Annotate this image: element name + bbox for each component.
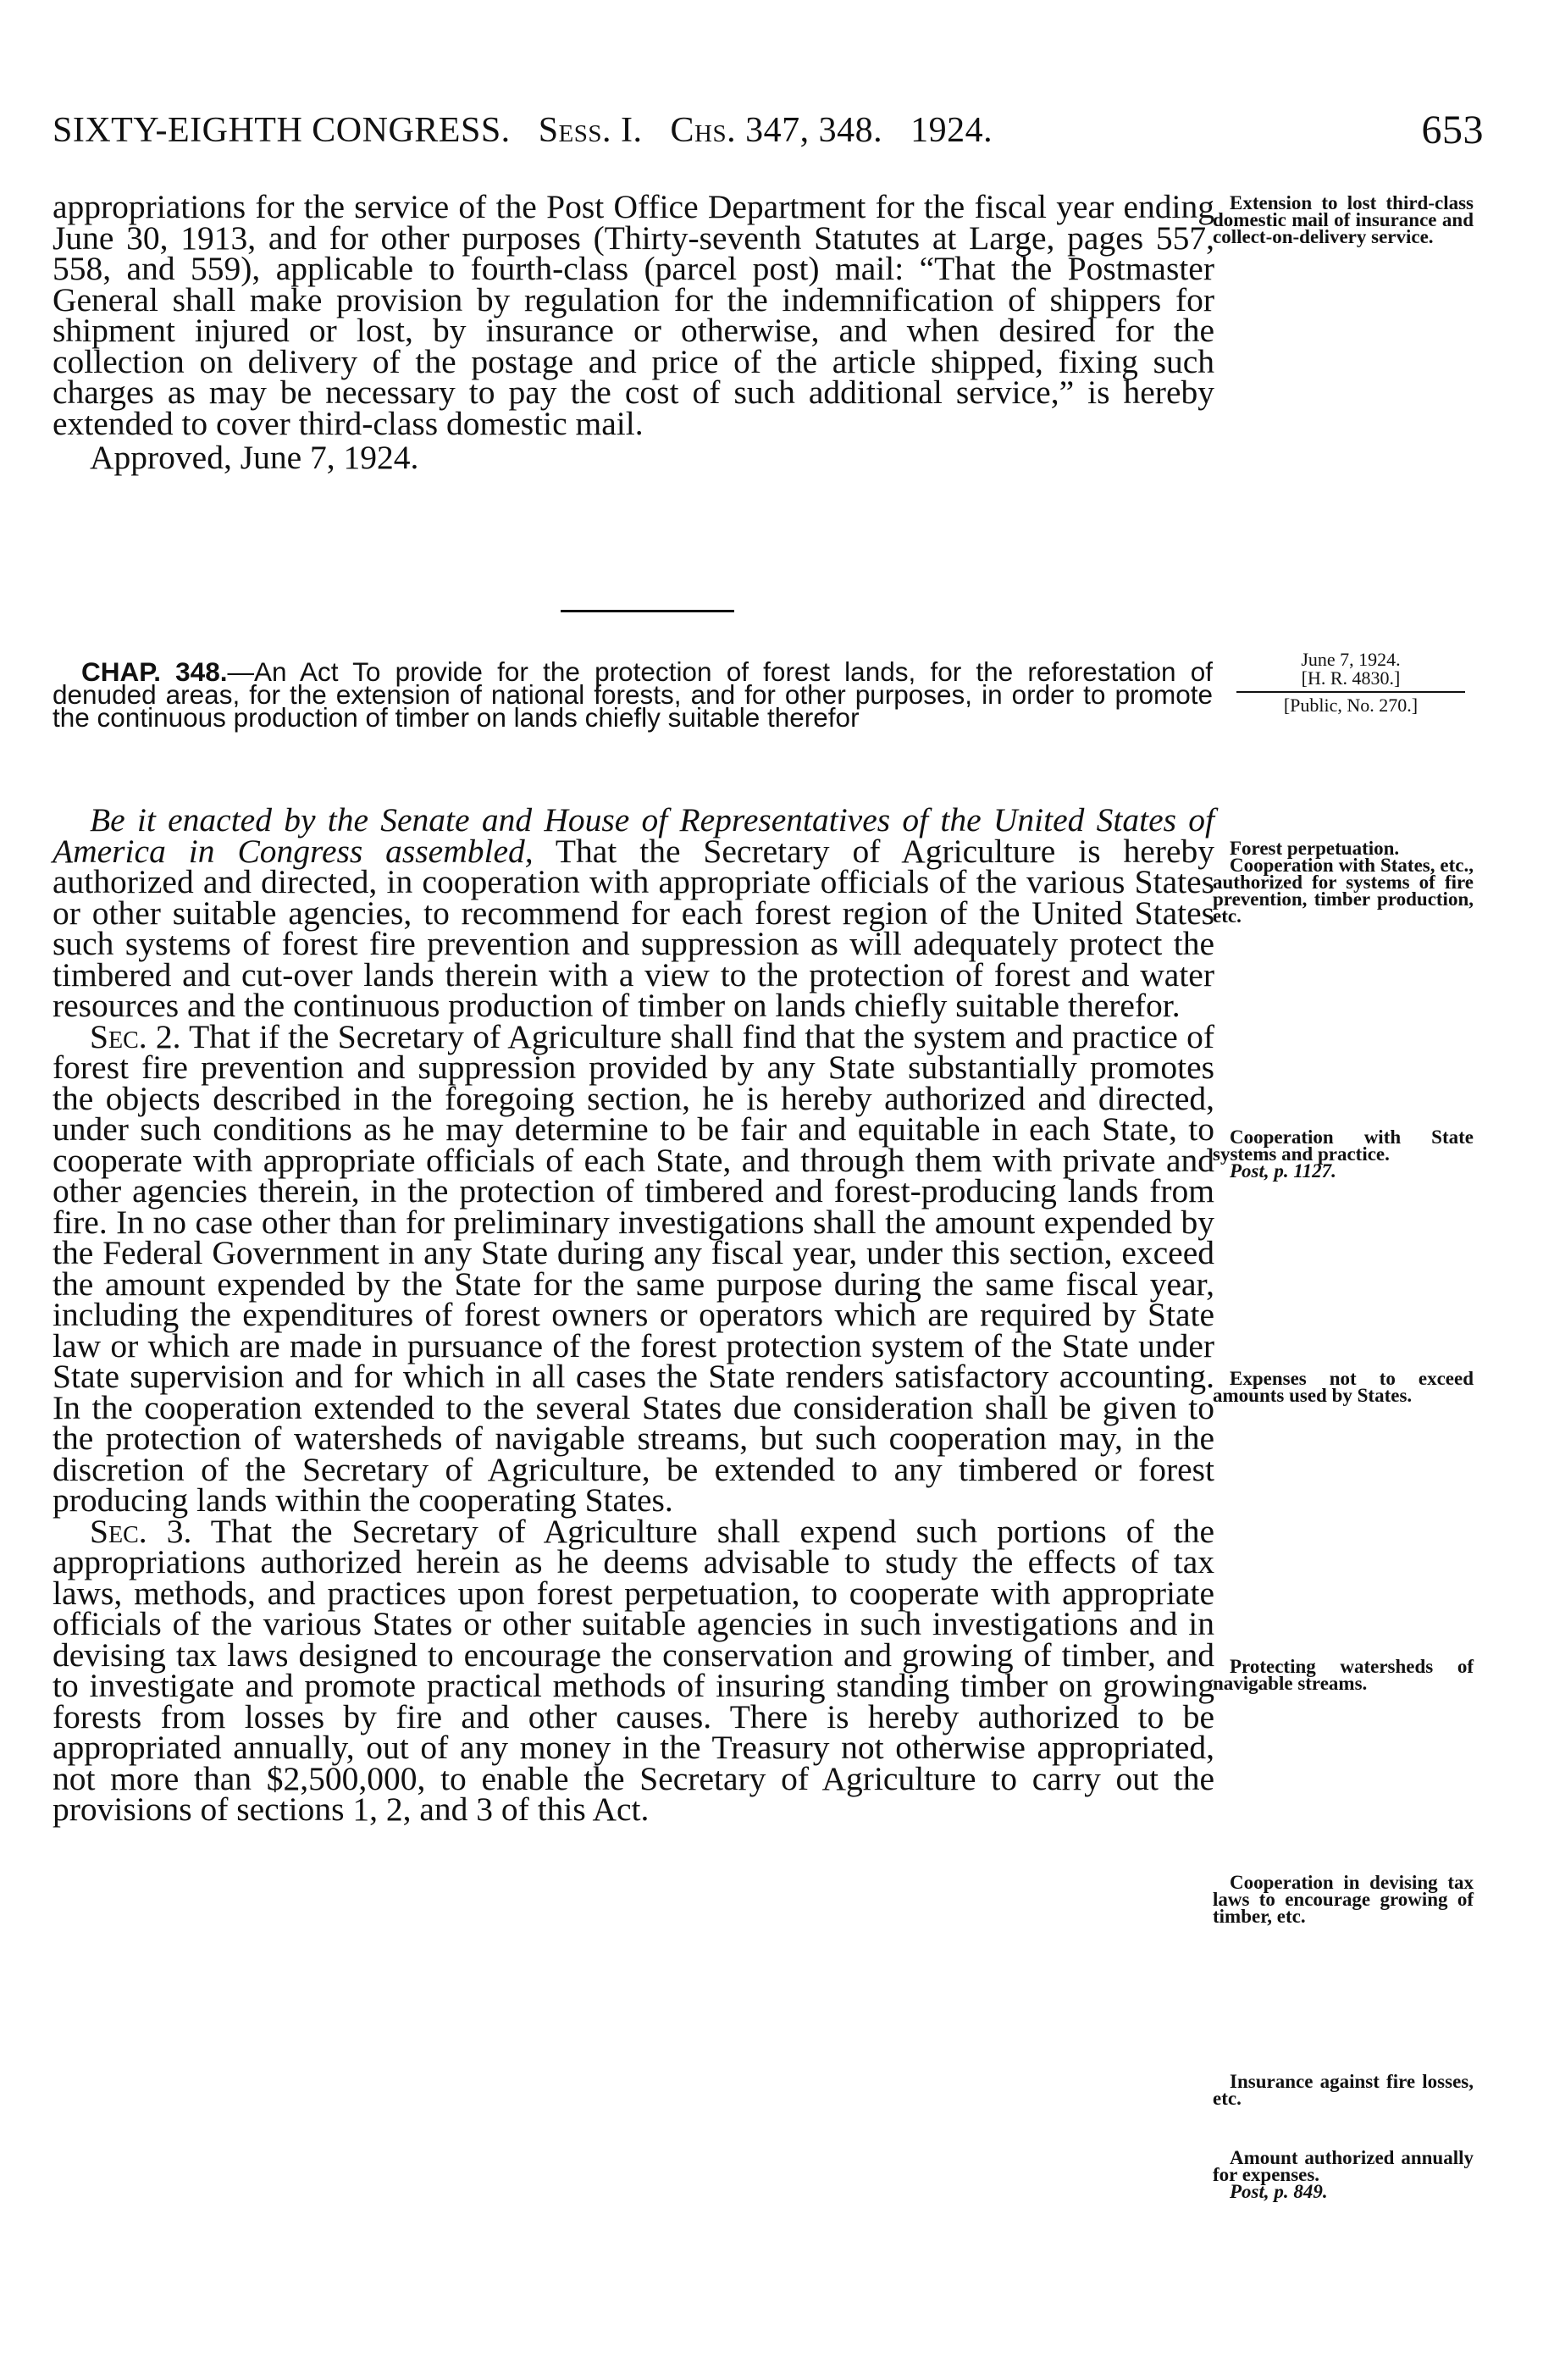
enacting-clause: Be it enacted by the Senate and House of Representatives of the United States of America in Congress assembled, — [53, 801, 1214, 870]
section-1-text: That the Secretary of Agriculture is hereby authorized and directed, in cooperation with appropriate officials of the various States or other suitable agencies, to recommend for each forest region of the United States such systems of forest fire prevention and suppression as will adequately protect the timbered and cut-over lands therein with a view to the protection of forest and water resources and the continuous production of timber on lands chiefly suitable therefor. — [53, 832, 1214, 1024]
congress-title: SIXTY-EIGHTH CONGRESS. — [53, 111, 511, 150]
margin-note-state-systems — [1213, 1126, 1474, 1182]
section-divider — [561, 610, 734, 612]
chap348-heading — [53, 656, 1214, 733]
margin-insurance: Insurance against fire losses, etc. — [1213, 2071, 1474, 2109]
session-label: Sess. I. — [538, 111, 643, 150]
section-3 — [53, 1512, 1214, 1828]
chap-title: —An Act To provide for the protection of forest lands, for the reforestation of denuded areas, for the extension of national forests, and for other purposes, in order to promote the continuous production of timber on lands chiefly suitable therefor — [53, 656, 1214, 733]
chap347-tail — [53, 188, 1214, 476]
meta-divider — [1236, 691, 1465, 693]
margin-note-extension — [1213, 192, 1474, 247]
section-2-label: Sec. 2. — [90, 1017, 181, 1055]
public-law-number: [Public, No. 270.] — [1283, 695, 1419, 716]
section-1 — [53, 801, 1214, 1024]
section-3-label: Sec. 3. — [90, 1512, 192, 1550]
running-head — [53, 110, 993, 151]
chapters-label: Chs. 347, 348. — [670, 111, 883, 150]
margin-tax-laws: Cooperation in devising tax laws to encourage growing of timber, etc. — [1213, 1872, 1474, 1927]
chap-label: CHAP. 348. — [81, 656, 228, 687]
margin-expenses-limit: Expenses not to exceed amounts used by States. — [1213, 1368, 1474, 1406]
margin-cooperation-states: Cooperation with States, etc., authorized for systems of fire prevention, timber production, etc. — [1213, 855, 1474, 927]
margin-note-watersheds — [1213, 1658, 1474, 1692]
page-number: 653 — [1421, 108, 1484, 152]
section-3-text: That the Secretary of Agriculture shall expend such portions of the appropriations authorized herein as he deems advisable to study the effects of tax laws, methods, and practices upon forest perpetuation, to cooperate with appropriate officials of the various States or other suitable agencies in such investigations and in devising tax laws designed to encourage the conservation and growing of timber, and to investigate and promote practical methods of insuring standing timber on growing forests from losses by fire and other causes. There is hereby authorized to be appropriated annually, out of any money in the Treasury not otherwise appropriated, not more than $2,500,000, to enable the Secretary of Agriculture to carry out the provisions of sections 1, 2, and 3 of this Act. — [53, 1512, 1214, 1828]
margin-note-text: Extension to lost third-class domestic mail of insurance and collect-on-delivery service. — [1213, 192, 1474, 247]
year-label: 1924. — [910, 111, 993, 150]
margin-amount-authorized: Amount authorized annually for expenses. — [1213, 2147, 1474, 2185]
enactment-date: June 7, 1924. — [1301, 649, 1401, 670]
margin-post-1127: Post, p. 1127. — [1230, 1160, 1336, 1182]
chap347-text: appropriations for the service of the Post Office Department for the fiscal year ending June 30, 1913, and for other purposes (Thirty-seventh Statutes at Large, pages 557, 558, and 559), applicable to fourth-class (parcel post) mail: “That the Postmaster General shall make provision by regulation for the indemnification of shippers for shipment injured or lost, by insurance or otherwise, and when desired for the collection on delivery of the postage and price of the article shipped, fixing such charges as may be necessary to pay the cost of such additional service,” is hereby extended to cover third-class domestic mail. — [53, 188, 1214, 442]
chap348-meta — [1236, 650, 1465, 715]
margin-watersheds: Protecting watersheds of navigable streams. — [1213, 1656, 1474, 1694]
margin-post-849: Post, p. 849. — [1230, 2181, 1328, 2202]
section-2 — [53, 1017, 1214, 1519]
chap348-body — [53, 801, 1214, 1828]
margin-note-tax-laws — [1213, 1874, 1474, 1925]
margin-note-amount — [1213, 2147, 1474, 2202]
margin-note-insurance — [1213, 2073, 1474, 2107]
margin-forest-perpetuation: Forest perpetuation. — [1230, 838, 1400, 859]
approved-line: Approved, June 7, 1924. — [90, 439, 419, 476]
margin-note-expenses — [1213, 1370, 1474, 1404]
margin-cooperation-state-systems: Cooperation with State systems and practice. — [1213, 1126, 1474, 1165]
section-2-text: That if the Secretary of Agriculture shall find that the system and practice of forest fire prevention and suppression provided by any State substantially promotes the objects described in the foregoing section, he is hereby authorized and directed, under such conditions as he may determine to be fair and equitable in each State, to cooperate with appropriate officials of each State, and through them with private and other agencies therein, in the protection of timbered and forest-producing lands from fire. In no case other than for preliminary investigations shall the amount expended by the Federal Government in any State during any fiscal year, under this section, exceed the amount expended by the State for the same purpose during the same fiscal year, including the expenditures of forest owners or operators which are required by State law or which are made in pursuance of the forest protection system of the State under State supervision and for which in all cases the State renders satisfactory accounting. In the cooperation extended to the several States due consideration shall be given to the protection of watersheds of navigable streams, but such cooperation may, in the discretion of the Secretary of Agriculture, be extended to any timbered or forest producing lands within the cooperating States. — [53, 1017, 1214, 1519]
bill-number: [H. R. 4830.] — [1301, 667, 1401, 689]
margin-note-forest — [1213, 840, 1474, 925]
